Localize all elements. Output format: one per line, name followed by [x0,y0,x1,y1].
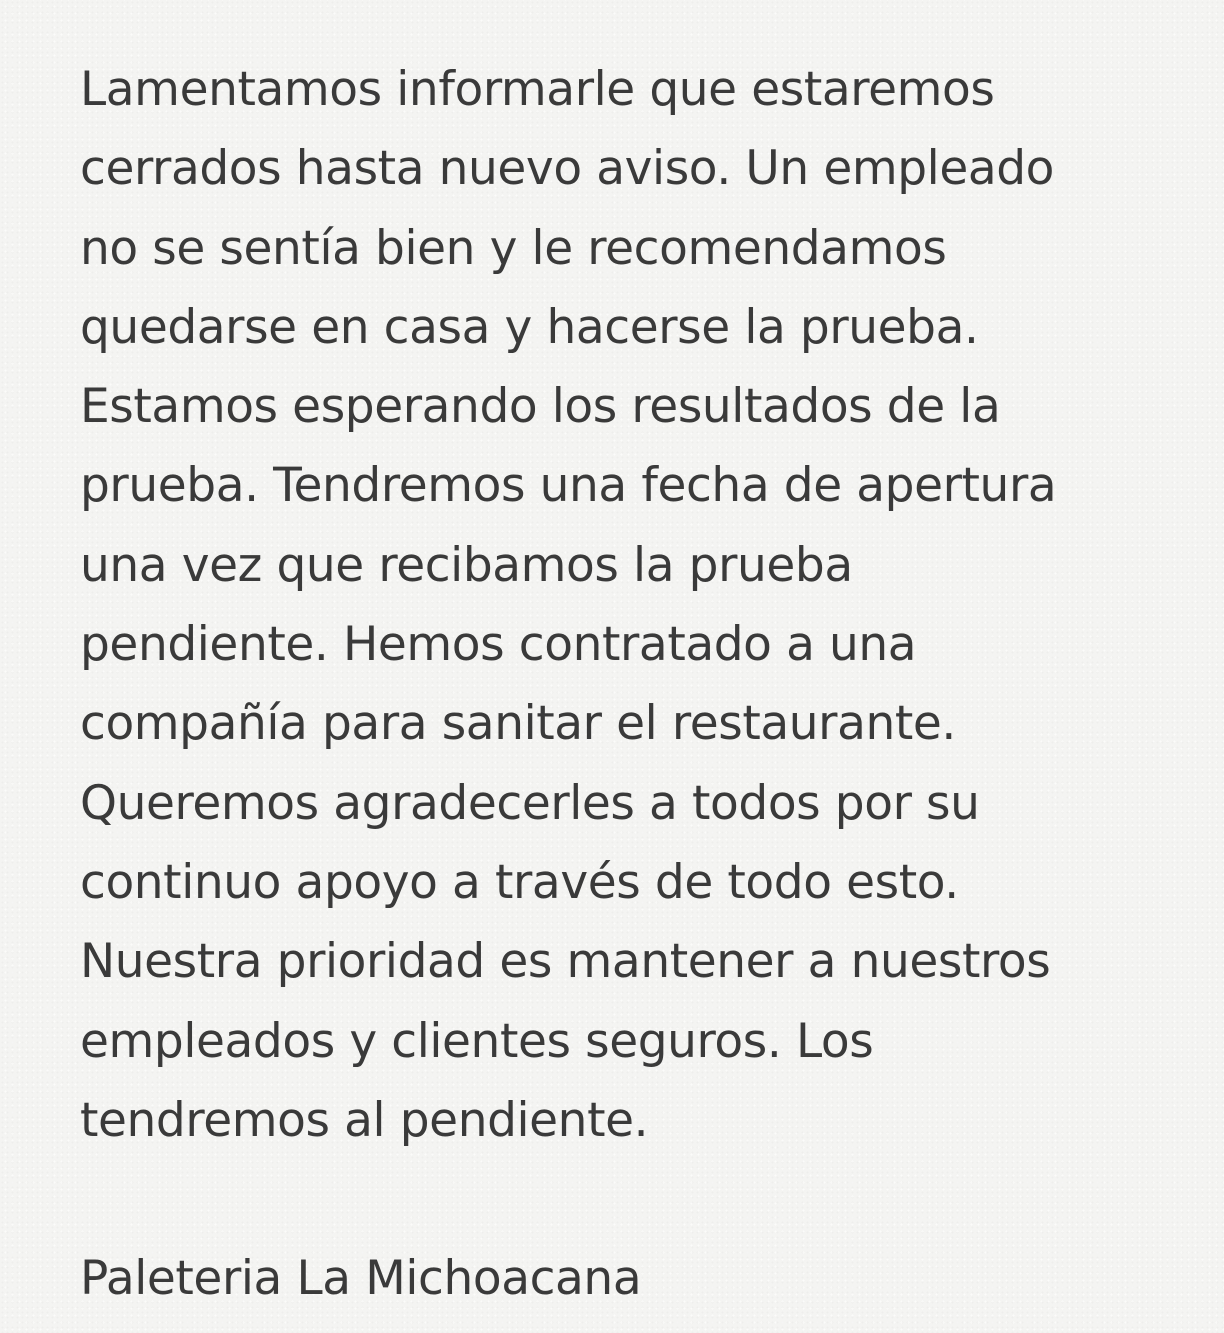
notice-line: prueba. Tendremos una fecha de apertura [80,458,1057,514]
notice-line: tendremos al pendiente. [80,1092,649,1148]
notice-line: empleados y clientes seguros. Los [80,1013,874,1069]
notice-line: Estamos esperando los resultados de la [80,379,1001,435]
signature: Paleteria La Michoacana [80,1251,642,1307]
notice-line: quedarse en casa y hacerse la prueba. [80,299,979,355]
notice-line: Queremos agradecerles a todos por su [80,775,980,831]
notice-line: continuo apoyo a través de todo esto. [80,854,959,910]
notice-line: pendiente. Hemos contratado a una [80,617,917,673]
notice-line: no se sentía bien y le recomendamos [80,220,947,276]
notice-line: cerrados hasta nuevo aviso. Un empleado [80,141,1055,197]
notice-line: compañía para sanitar el restaurante. [80,696,956,752]
notice-line: Nuestra prioridad es mantener a nuestros [80,934,1051,990]
closure-notice [80,50,1180,1319]
notice-line: Lamentamos informarle que estaremos [80,62,995,117]
blank-line [80,1160,1180,1239]
notice-line: una vez que recibamos la prueba [80,537,853,593]
